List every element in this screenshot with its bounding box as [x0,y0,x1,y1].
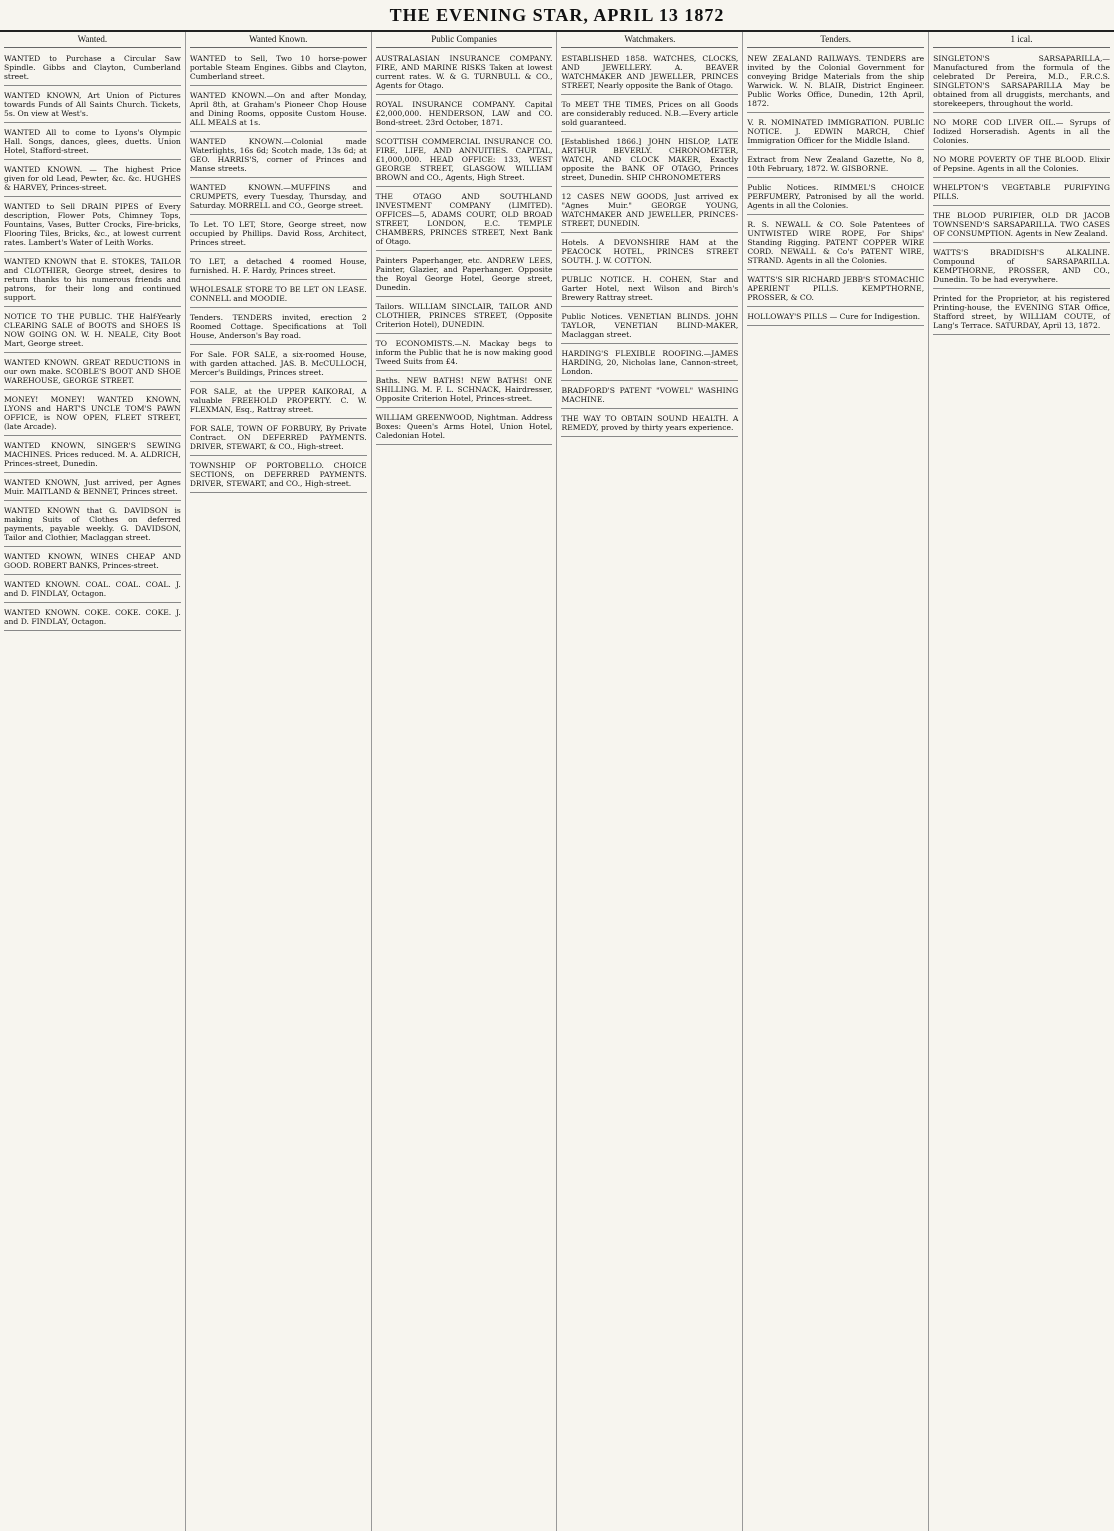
column-heading: Watchmakers. [561,32,738,48]
advertisement: Extract from New Zealand Gazette, No 8, 10th February, 1872. W. GISBORNE. [747,153,924,178]
advertisement: BRADFORD'S PATENT "VOWEL" WASHING MACHINE. [561,384,738,409]
advertisement: WANTED to Purchase a Circular Saw Spindle. Gibbs and Clayton, Cumberland street. [4,52,181,86]
advertisement: FOR SALE, TOWN OF FORBURY, By Private Contract. ON DEFERRED PAYMENTS. DRIVER, STEWART, & CO., High-street. [190,422,367,456]
advertisement: WANTED KNOWN. COKE. COKE. COKE. J. and D. FINDLAY, Octagon. [4,606,181,631]
advertisement: WANTED KNOWN. GREAT REDUCTIONS in our own make. SCOBLE'S BOOT AND SHOE WAREHOUSE, GEORGE STREET. [4,356,181,390]
advertisement: THE OTAGO AND SOUTHLAND INVESTMENT COMPANY (LIMITED). OFFICES—5, ADAMS COURT, OLD BROAD STREET, LONDON, E.C. TEMPLE CHAMBERS, PRINCES STREET, Next Bank of Otago. [376,190,553,251]
advertisement: WANTED KNOWN that E. STOKES, TAILOR and CLOTHIER, George street, desires to return thanks to his numerous friends and patrons, for their long and continued support. [4,255,181,307]
advertisement: WATTS'S BRADIDISH'S ALKALINE. Compound of SARSAPARILLA. KEMPTHORNE, PROSSER, AND CO., Dunedin. To be had everywhere. [933,246,1110,289]
advertisement: THE BLOOD PURIFIER, OLD DR JACOB TOWNSEND'S SARSAPARILLA. TWO CASES OF CONSUMPTION. Agents in New Zealand. [933,209,1110,243]
advertisement: TOWNSHIP OF PORTOBELLO. CHOICE SECTIONS, on DEFERRED PAYMENTS. DRIVER, STEWART, and CO., High-street. [190,459,367,493]
advertisement: WANTED KNOWN.—Colonial made Waterlights, 16s 6d; Scotch made, 13s 6d; at GEO. HARRIS'S, corner of Princes and Manse streets. [190,135,367,178]
advertisement: WANTED KNOWN. — The highest Price given for old Lead, Pewter, &c. &c. HUGHES & HARVEY, Princes-street. [4,163,181,197]
advertisement: WANTED KNOWN, Just arrived, per Agnes Muir. MAITLAND & BENNET, Princes street. [4,476,181,501]
advertisement: SCOTTISH COMMERCIAL INSURANCE CO. FIRE, LIFE, AND ANNUITIES. CAPITAL, £1,000,000. HEAD OFFICE: 133, WEST GEORGE STREET, GLASGOW. WILLIAM BROWN and CO., Agents, High Street. [376,135,553,187]
column-4 [557,32,743,1531]
columns-container [0,32,1114,1531]
advertisement: Painters Paperhanger, etc. ANDREW LEES, Painter, Glazier, and Paperhanger. Opposite the Royal George Hotel, George street, Dunedin. [376,254,553,297]
advertisement: WHOLESALE STORE TO BE LET ON LEASE. CONNELL and MOODIE. [190,283,367,308]
advertisement: WILLIAM GREENWOOD, Nightman. Address Boxes: Queen's Arms Hotel, Union Hotel, Caledonian Hotel. [376,411,553,445]
column-3 [372,32,558,1531]
column-heading: Wanted Known. [190,32,367,48]
advertisement: WANTED KNOWN, WINES CHEAP AND GOOD. ROBERT BANKS, Princes-street. [4,550,181,575]
advertisement: V. R. NOMINATED IMMIGRATION. PUBLIC NOTICE. J. EDWIN MARCH, Chief Immigration Officer for the Middle Island. [747,116,924,150]
advertisement: WHELPTON'S VEGETABLE PURIFYING PILLS. [933,181,1110,206]
advertisement: WANTED KNOWN. COAL. COAL. COAL. J. and D. FINDLAY, Octagon. [4,578,181,603]
advertisement: WANTED KNOWN that G. DAVIDSON is making Suits of Clothes on deferred payments, payable weekly. G. DAVIDSON, Tailor and Clothier, Maclaggan street. [4,504,181,547]
column-heading: Wanted. [4,32,181,48]
advertisement: NEW ZEALAND RAILWAYS. TENDERS are invited by the Colonial Government for conveying Bridge Materials from the ship Warwick. W. N. BLAIR, District Engineer. Public Works Office, Dunedin, 12th April, 1872. [747,52,924,113]
advertisement: ROYAL INSURANCE COMPANY. Capital £2,000,000. HENDERSON, LAW and CO. Bond-street. 23rd October, 1871. [376,98,553,132]
advertisement: HOLLOWAY'S PILLS — Cure for Indigestion. [747,310,924,326]
advertisement: NOTICE TO THE PUBLIC. THE Half-Yearly CLEARING SALE of BOOTS and SHOES IS NOW GOING ON. W. H. NEALE, City Boot Mart, George street. [4,310,181,353]
advertisement: FOR SALE, at the UPPER KAIKORAI, A valuable FREEHOLD PROPERTY. C. W. FLEXMAN, Esq., Rattray street. [190,385,367,419]
advertisement: Tenders. TENDERS invited, erection 2 Roomed Cottage. Specifications at Toll House, Anderson's Bay road. [190,311,367,345]
advertisement: NO MORE POVERTY OF THE BLOOD. Elixir of Pepsine. Agents in all the Colonies. [933,153,1110,178]
column-heading: Tenders. [747,32,924,48]
advertisement: WANTED to Sell, Two 10 horse-power portable Steam Engines. Gibbs and Clayton, Cumberland street. [190,52,367,86]
advertisement: SINGLETON'S SARSAPARILLA,— Manufactured from the formula of the celebrated Dr Pereira, M.D., F.R.C.S. SINGLETON'S SARSAPARILLA May be obtained from all druggists, merchants, and storekeepers, throughout the world. [933,52,1110,113]
advertisement: For Sale. FOR SALE, a six-roomed House, with garden attached. JAS. B. McCULLOCH, Mercer's Buildings, Princes street. [190,348,367,382]
advertisement: Tailors. WILLIAM SINCLAIR, TAILOR AND CLOTHIER, PRINCES STREET, (Opposite Criterion Hotel), DUNEDIN. [376,300,553,334]
advertisement: ESTABLISHED 1858. WATCHES, CLOCKS, AND JEWELLERY. A. BEAVER WATCHMAKER AND JEWELLER, PRINCES STREET, Nearly opposite the Bank of Otago. [561,52,738,95]
advertisement: WANTED to Sell DRAIN PIPES of Every description, Flower Pots, Chimney Tops, Fountains, Vases, Butter Crocks, Fire-bricks, Flooring Tiles, Bricks, &c., at lowest current rates. Lambert's Water of Leith Works. [4,200,181,252]
advertisement: 12 CASES NEW GOODS, Just arrived ex "Agnes Muir." GEORGE YOUNG, WATCHMAKER AND JEWELLER, PRINCES-STREET, DUNEDIN. [561,190,738,233]
advertisement: To MEET THE TIMES, Prices on all Goods are considerably reduced. N.B.—Every article sold guaranteed. [561,98,738,132]
advertisement: AUSTRALASIAN INSURANCE COMPANY. FIRE, AND MARINE RISKS Taken at lowest current rates. W. & G. TURNBULL & CO., Agents for Otago. [376,52,553,95]
advertisement: WANTED KNOWN, SINGER'S SEWING MACHINES. Prices reduced. M. A. ALDRICH, Princes-street, Dunedin. [4,439,181,473]
column-heading: 1 ical. [933,32,1110,48]
advertisement: Hotels. A DEVONSHIRE HAM at the PEACOCK HOTEL, PRINCES STREET SOUTH. J. W. COTTON. [561,236,738,270]
column-2 [186,32,372,1531]
advertisement: THE WAY TO OBTAIN SOUND HEALTH. A REMEDY, proved by thirty years experience. [561,412,738,437]
advertisement: Baths. NEW BATHS! NEW BATHS! ONE SHILLING. M. F. L. SCHNACK, Hairdresser, Opposite Criterion Hotel, Princes-street. [376,374,553,408]
column-6 [929,32,1114,1531]
advertisement: MONEY! MONEY! WANTED KNOWN, LYONS and HART'S UNCLE TOM'S PAWN OFFICE, is NOW OPEN, FLEET STREET, (late Arcade). [4,393,181,436]
advertisement: WATTS'S SIR RICHARD JEBB'S STOMACHIC APERIENT PILLS. KEMPTHORNE, PROSSER, & CO. [747,273,924,307]
advertisement: PUBLIC NOTICE. H. COHEN, Star and Garter Hotel, next Wilson and Birch's Brewery Rattray street. [561,273,738,307]
advertisement: WANTED All to come to Lyons's Olympic Hall. Songs, dances, glees, duetts. Union Hotel, Stafford-street. [4,126,181,160]
advertisement: [Established 1866.] JOHN HISLOP, LATE ARTHUR BEVERLY. CHRONOMETER, WATCH, AND CLOCK MAKER, Exactly opposite the BANK OF OTAGO, Princes street, Dunedin. SHIP CHRONOMETERS [561,135,738,187]
advertisement: Public Notices. RIMMEL'S CHOICE PERFUMERY, Patronised by all the world. Agents in all the Colonies. [747,181,924,215]
advertisement: TO ECONOMISTS.—N. Mackay begs to inform the Public that he is now making good Tweed Suits from £4. [376,337,553,371]
advertisement: R. S. NEWALL & CO. Sole Patentees of UNTWISTED WIRE ROPE, For Ships' Standing Rigging. PATENT COPPER WIRE CORD. NEWALL & Co's PATENT WIRE, STRAND. Agents in all the Colonies. [747,218,924,270]
advertisement: To Let. TO LET, Store, George street, now occupied by Phillips. David Ross, Architect, Princes street. [190,218,367,252]
advertisement: HARDING'S FLEXIBLE ROOFING.—JAMES HARDING, 20, Nicholas lane, Cannon-street, London. [561,347,738,381]
masthead-title: THE EVENING STAR, APRIL 13 1872 [389,4,725,25]
advertisement: Public Notices. VENETIAN BLINDS. JOHN TAYLOR, VENETIAN BLIND-MAKER, Maclaggan street. [561,310,738,344]
masthead [0,0,1114,32]
column-heading: Public Companies [376,32,553,48]
advertisement: TO LET, a detached 4 roomed House, furnished. H. F. Hardy, Princes street. [190,255,367,280]
column-1 [0,32,186,1531]
advertisement: WANTED KNOWN, Art Union of Pictures towards Funds of All Saints Church. Tickets, 5s. On view at West's. [4,89,181,123]
column-5 [743,32,929,1531]
advertisement: WANTED KNOWN.—On and after Monday, April 8th, at Graham's Pioneer Chop House and Dining Rooms, opposite Custom House. ALL MEALS at 1s. [190,89,367,132]
advertisement: Printed for the Proprietor, at his registered Printing-house, the EVENING STAR Office, Stafford street, by WILLIAM COUTE, of Lang's Terrace. SATURDAY, April 13, 1872. [933,292,1110,335]
advertisement: NO MORE COD LIVER OIL.— Syrups of Iodized Horseradish. Agents in all the Colonies. [933,116,1110,150]
advertisement: WANTED KNOWN.—MUFFINS and CRUMPETS, every Tuesday, Thursday, and Saturday. MORRELL and CO., George street. [190,181,367,215]
